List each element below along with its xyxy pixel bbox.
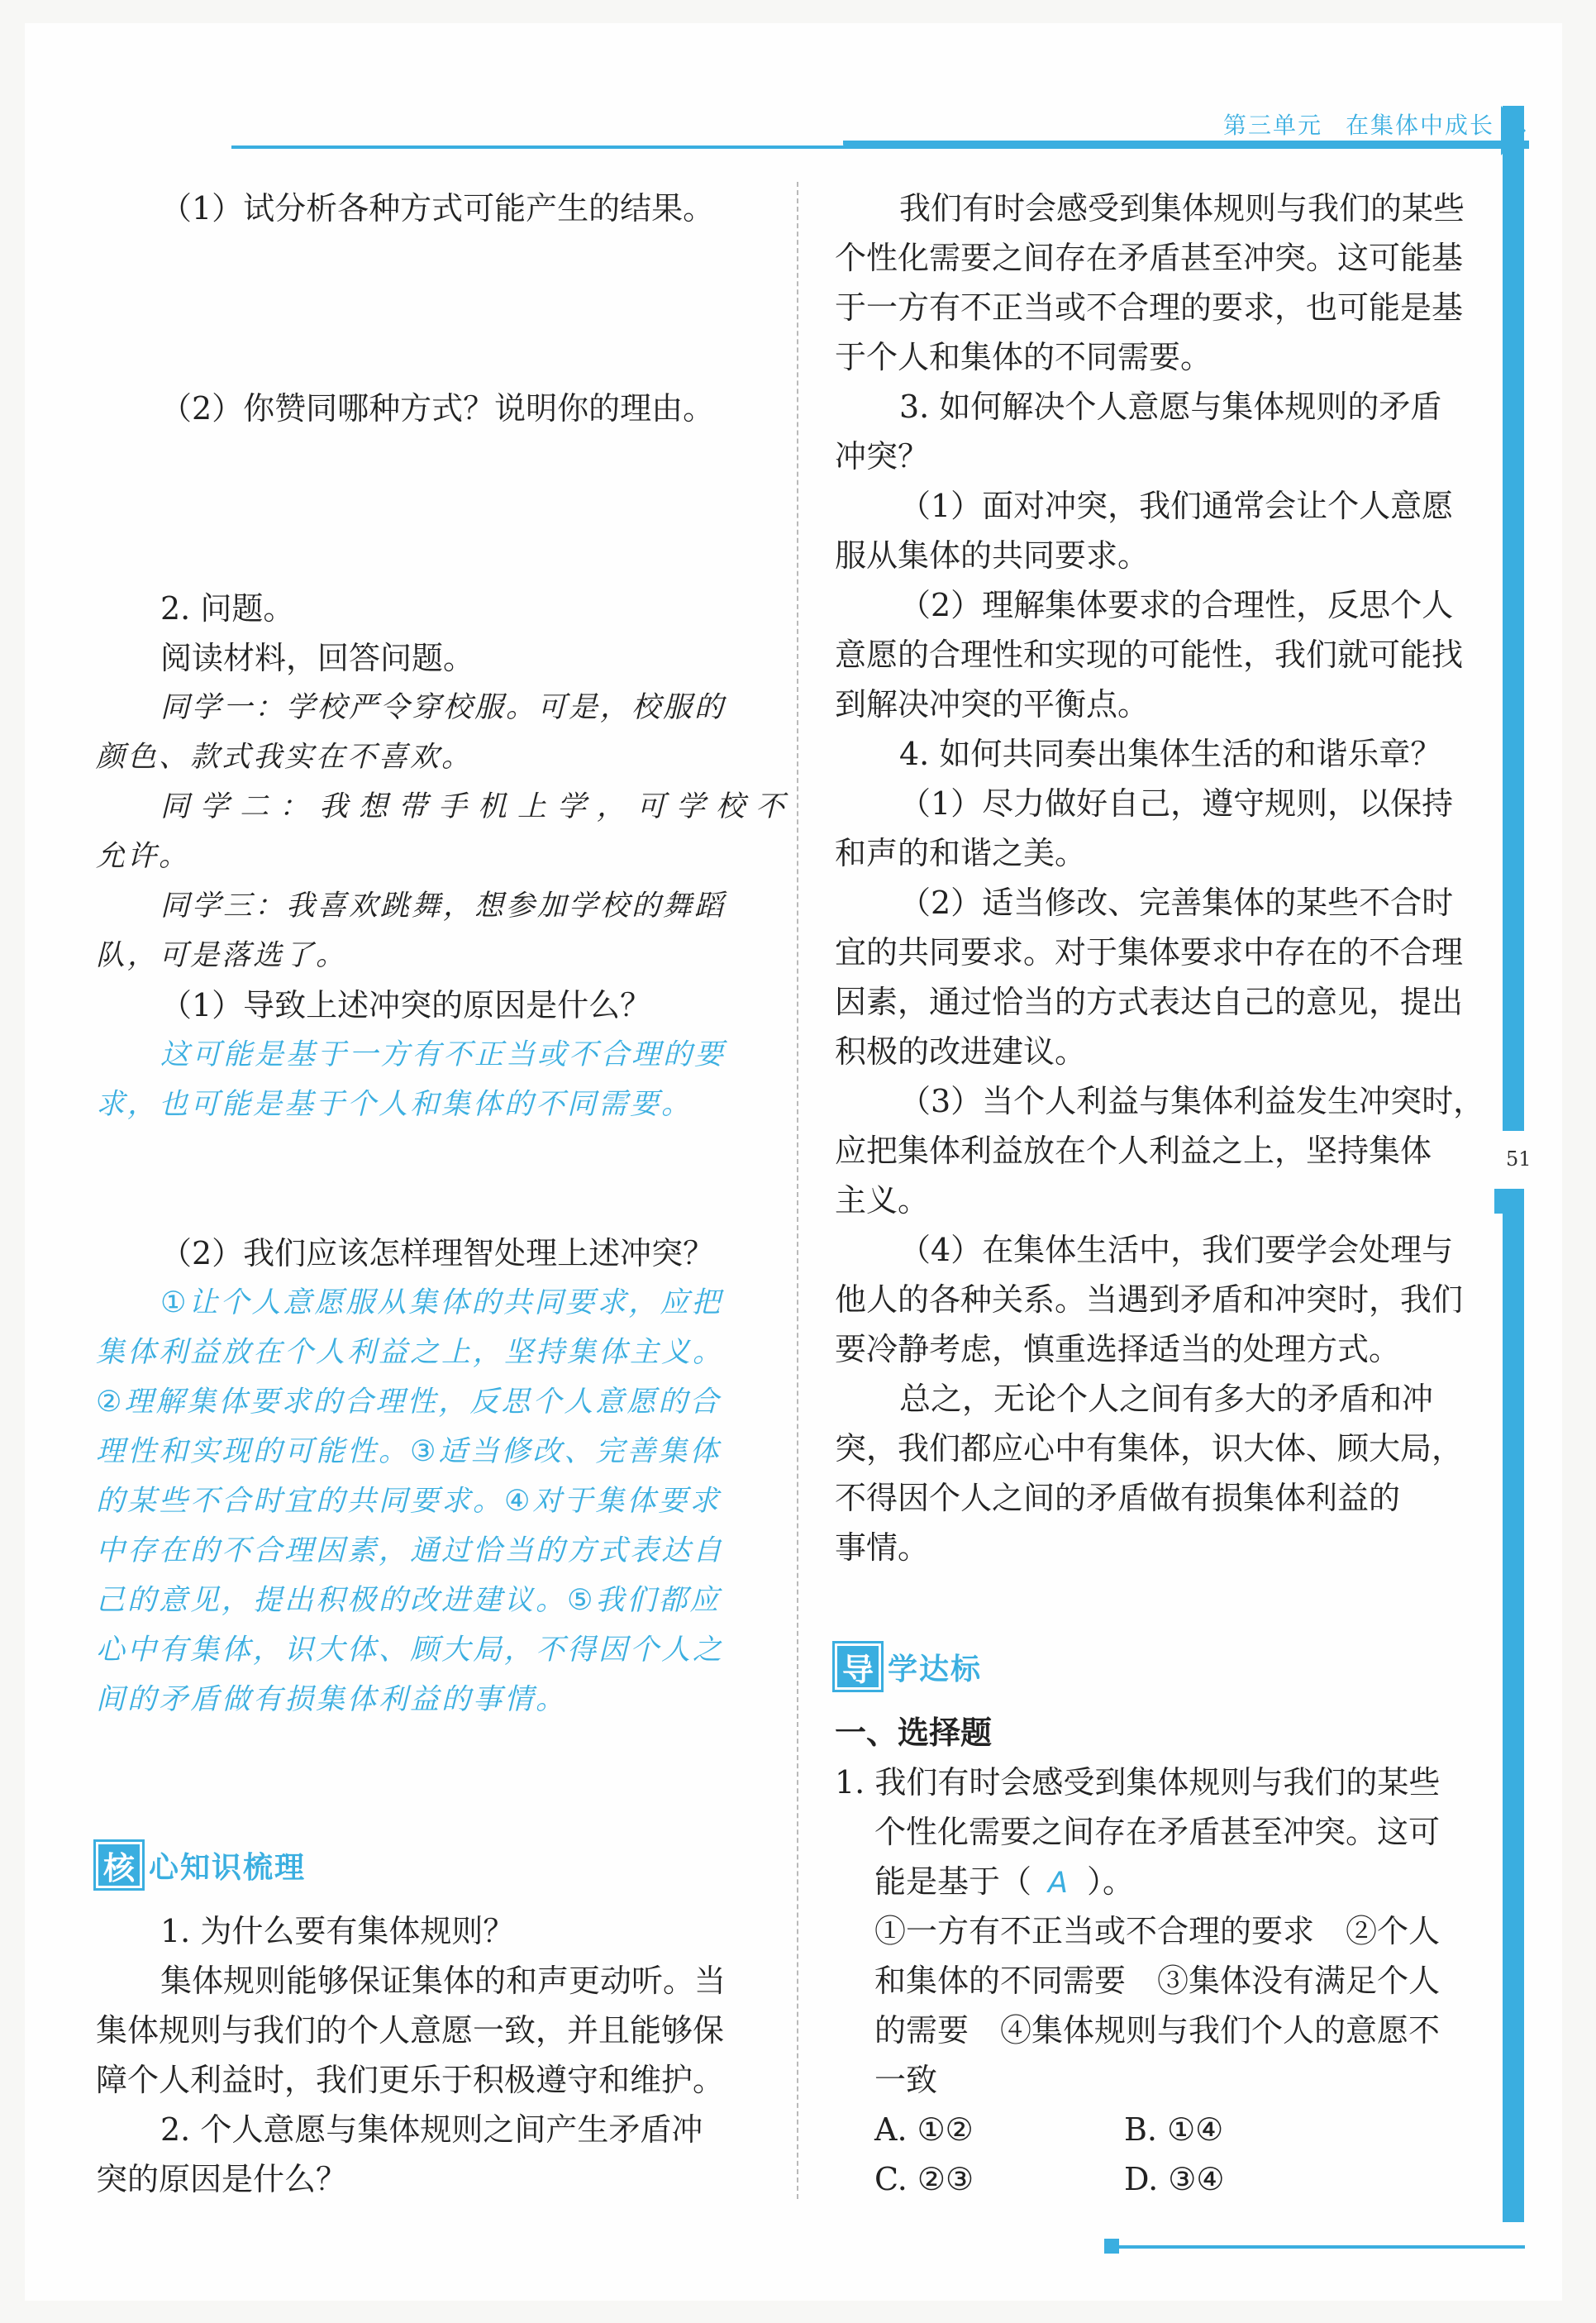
right-line: 3. 如何解决个人意愿与集体规则的矛盾	[899, 389, 1442, 425]
side-bar-bottom	[1503, 1189, 1524, 2222]
choice-a: A. ①②	[874, 2111, 974, 2148]
right-line: 他人的各种关系。当遇到矛盾和冲突时，我们	[835, 1281, 1464, 1318]
knowledge-line: 突的原因是什么？	[96, 2161, 348, 2197]
answer2-line: 己的意见，提出积极的改进建议。⑤我们都应	[96, 1584, 722, 1617]
right-line: 服从集体的共同要求。	[835, 537, 1150, 574]
answer2-line: 中存在的不合理因素，通过恰当的方式表达自	[96, 1534, 725, 1567]
answer1-line: 求，也可能是基于个人和集体的不同需要。	[96, 1088, 693, 1121]
q1-option-line: 一致	[874, 2062, 938, 2098]
student-line: 同学三：我喜欢跳舞，想参加学校的舞蹈	[160, 890, 727, 923]
right-line: 宜的共同要求。对于集体要求中存在的不合理	[835, 934, 1464, 971]
q1-line: 1. 我们有时会感受到集体规则与我们的某些	[835, 1764, 1441, 1801]
right-line: （3）当个人利益与集体利益发生冲突时，	[899, 1083, 1485, 1119]
answer2-line: ②理解集体要求的合理性，反思个人意愿的合	[96, 1386, 722, 1419]
knowledge-line: 2. 个人意愿与集体规则之间产生矛盾冲	[160, 2111, 703, 2148]
section-label: 学达标	[888, 1652, 983, 1686]
header-rule	[231, 145, 1488, 149]
student-line: 同学二：我想带手机上学，可学校不	[160, 790, 796, 823]
right-line: 和声的和谐之美。	[835, 835, 1087, 871]
right-line: 于个人和集体的不同需要。	[835, 339, 1212, 375]
right-line: 突，我们都应心中有集体，识大体、顾大局，	[835, 1430, 1464, 1467]
page-number: 51	[1506, 1147, 1532, 1171]
right-line: 我们有时会感受到集体规则与我们的某些	[899, 190, 1465, 227]
q1-line-answer	[874, 1857, 1134, 1908]
header-title: 在集体中成长	[1346, 112, 1495, 139]
answer1-line: 这可能是基于一方有不正当或不合理的要	[160, 1038, 727, 1071]
right-line: （2）适当修改、完善集体的某些不合时	[899, 885, 1454, 921]
answer2-line: 理性和实现的可能性。③适当修改、完善集体	[96, 1435, 722, 1468]
mc-heading: 一、选择题	[835, 1715, 993, 1751]
student-line: 同学一：学校严令穿校服。可是，校服的	[160, 691, 727, 724]
right-line: 4. 如何共同奏出集体生活的和谐乐章？	[899, 736, 1442, 772]
right-line: 意愿的合理性和实现的可能性，我们就可能找	[835, 637, 1464, 673]
student-line: 队，可是落选了。	[96, 939, 348, 972]
q1-pre: 能是基于（	[874, 1863, 1032, 1900]
answer2-line: 间的矛盾做有损集体利益的事情。	[96, 1683, 568, 1716]
student-line: 允许。	[96, 840, 191, 873]
side-bar-top	[1503, 106, 1524, 1131]
right-line: （1）尽力做好自己，遵守规则，以保持	[899, 785, 1454, 822]
right-line: 积极的改进建议。	[835, 1033, 1087, 1070]
answer2-line: 集体利益放在个人利益之上，坚持集体主义。	[96, 1336, 725, 1369]
header-unit: 第三单元	[1223, 112, 1323, 139]
right-line: 因素，通过恰当的方式表达自己的意见，提出	[835, 984, 1464, 1020]
right-line: 到解决冲突的平衡点。	[835, 686, 1150, 723]
right-line: 个性化需要之间存在矛盾甚至冲突。这可能基	[835, 240, 1464, 276]
section-title-learning-check	[835, 1643, 982, 1690]
q1-option-line: 和集体的不同需要 ③集体没有满足个人	[874, 1963, 1441, 1999]
knowledge-line: 1. 为什么要有集体规则？	[160, 1913, 515, 1949]
section-title-core-knowledge	[96, 1842, 306, 1888]
left-q2-intro: 阅读材料，回答问题。	[160, 640, 475, 676]
right-line: 主义。	[835, 1182, 930, 1219]
knowledge-line: 集体规则能够保证集体的和声更动听。当	[160, 1963, 727, 1999]
q1-answer: A	[1048, 1867, 1070, 1900]
section-badge: 核	[96, 1842, 142, 1888]
answer2-line: ①让个人意愿服从集体的共同要求，应把	[160, 1286, 723, 1319]
right-line: 事情。	[835, 1529, 930, 1566]
right-line: （1）面对冲突，我们通常会让个人意愿	[899, 488, 1454, 524]
answer2-line: 的某些不合时宜的共同要求。④对于集体要求	[96, 1485, 722, 1518]
left-q2-2: （2）我们应该怎样理智处理上述冲突？	[160, 1235, 715, 1271]
right-line: 要冷静考虑，慎重选择适当的处理方式。	[835, 1331, 1401, 1367]
right-line: （2）理解集体要求的合理性，反思个人	[899, 587, 1454, 623]
right-line: （4）在集体生活中，我们要学会处理与	[899, 1232, 1454, 1268]
section-label: 心知识梳理	[149, 1850, 307, 1885]
left-q1-2: （2）你赞同哪种方式？说明你的理由。	[160, 390, 715, 427]
choice-c: C. ②③	[874, 2161, 974, 2197]
q1-line: 个性化需要之间存在矛盾甚至冲突。这可	[874, 1814, 1441, 1850]
knowledge-line: 障个人利益时，我们更乐于积极遵守和维护。	[96, 2062, 725, 2098]
column-divider	[797, 182, 798, 2199]
left-q2-title: 2. 问题。	[160, 590, 295, 627]
section-badge: 导	[835, 1643, 881, 1690]
answer2-line: 心中有集体，识大体、顾大局，不得因个人之	[96, 1634, 725, 1667]
right-line: 总之，无论个人之间有多大的矛盾和冲	[899, 1381, 1434, 1417]
left-q2-1: （1）导致上述冲突的原因是什么？	[160, 987, 652, 1023]
choice-d: D. ③④	[1124, 2161, 1225, 2197]
running-header	[1223, 107, 1494, 141]
q1-option-line: 的需要 ④集体规则与我们个人的意愿不	[874, 2012, 1441, 2049]
q1-option-line: ①一方有不正当或不合理的要求 ②个人	[874, 1913, 1441, 1949]
left-q1-1: （1）试分析各种方式可能产生的结果。	[160, 190, 715, 227]
right-line: 于一方有不正当或不合理的要求，也可能是基	[835, 289, 1464, 326]
right-line: 应把集体利益放在个人利益之上，坚持集体	[835, 1133, 1432, 1169]
q1-post: ）。	[1086, 1863, 1134, 1900]
right-line: 冲突？	[835, 438, 930, 475]
knowledge-line: 集体规则与我们的个人意愿一致，并且能够保	[96, 2012, 725, 2049]
right-line: 不得因个人之间的矛盾做有损集体利益的	[835, 1480, 1401, 1516]
choice-b: B. ①④	[1124, 2111, 1224, 2148]
student-line: 颜色、款式我实在不喜欢。	[96, 741, 474, 774]
footer-rule	[1116, 2245, 1525, 2249]
